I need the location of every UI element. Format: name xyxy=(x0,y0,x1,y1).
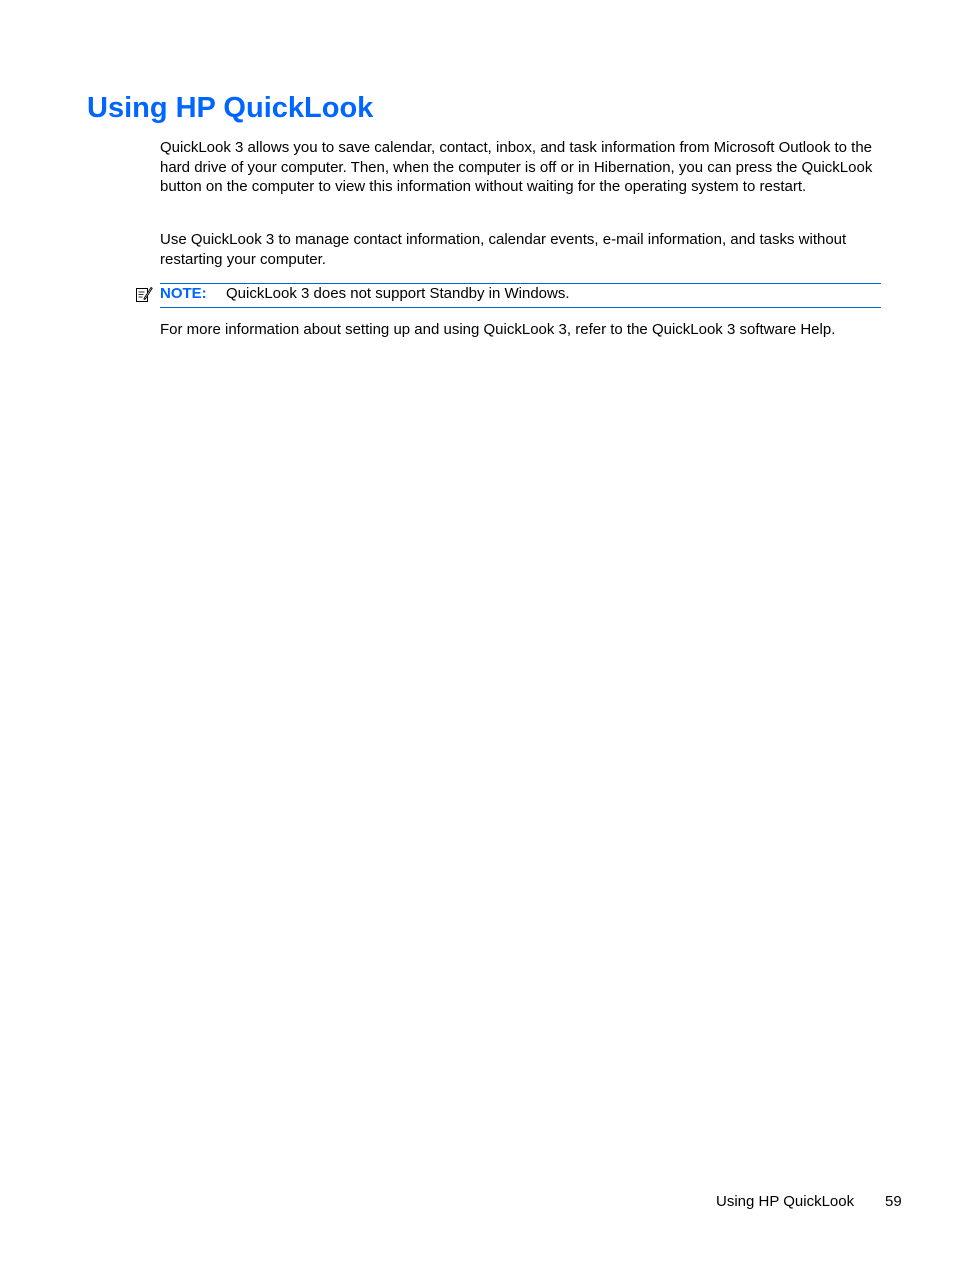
footer-section-title: Using HP QuickLook xyxy=(716,1193,855,1210)
footer-page-number: 59 xyxy=(885,1193,902,1210)
body-paragraph-more-info: For more information about setting up and using QuickLook 3, refer to the QuickLook 3 software Help. xyxy=(160,321,836,338)
page-title: Using HP QuickLook xyxy=(87,92,374,124)
body-paragraph-intro: QuickLook 3 allows you to save calendar, contact, inbox, and task information from Microsoft Outlook to the hard drive of your computer. Then, when the computer is off or in Hibernation, you can press the QuickLook button on the computer to view this information without waiting for the operating system to restart. xyxy=(160,139,873,195)
note-text: QuickLook 3 does not support Standby in Windows. xyxy=(226,285,570,302)
body-paragraph-usage: Use QuickLook 3 to manage contact information, calendar events, e-mail information, and tasks without restarting your computer. xyxy=(160,231,847,268)
note-pencil-icon xyxy=(135,285,153,303)
note-label: NOTE: xyxy=(160,285,207,302)
